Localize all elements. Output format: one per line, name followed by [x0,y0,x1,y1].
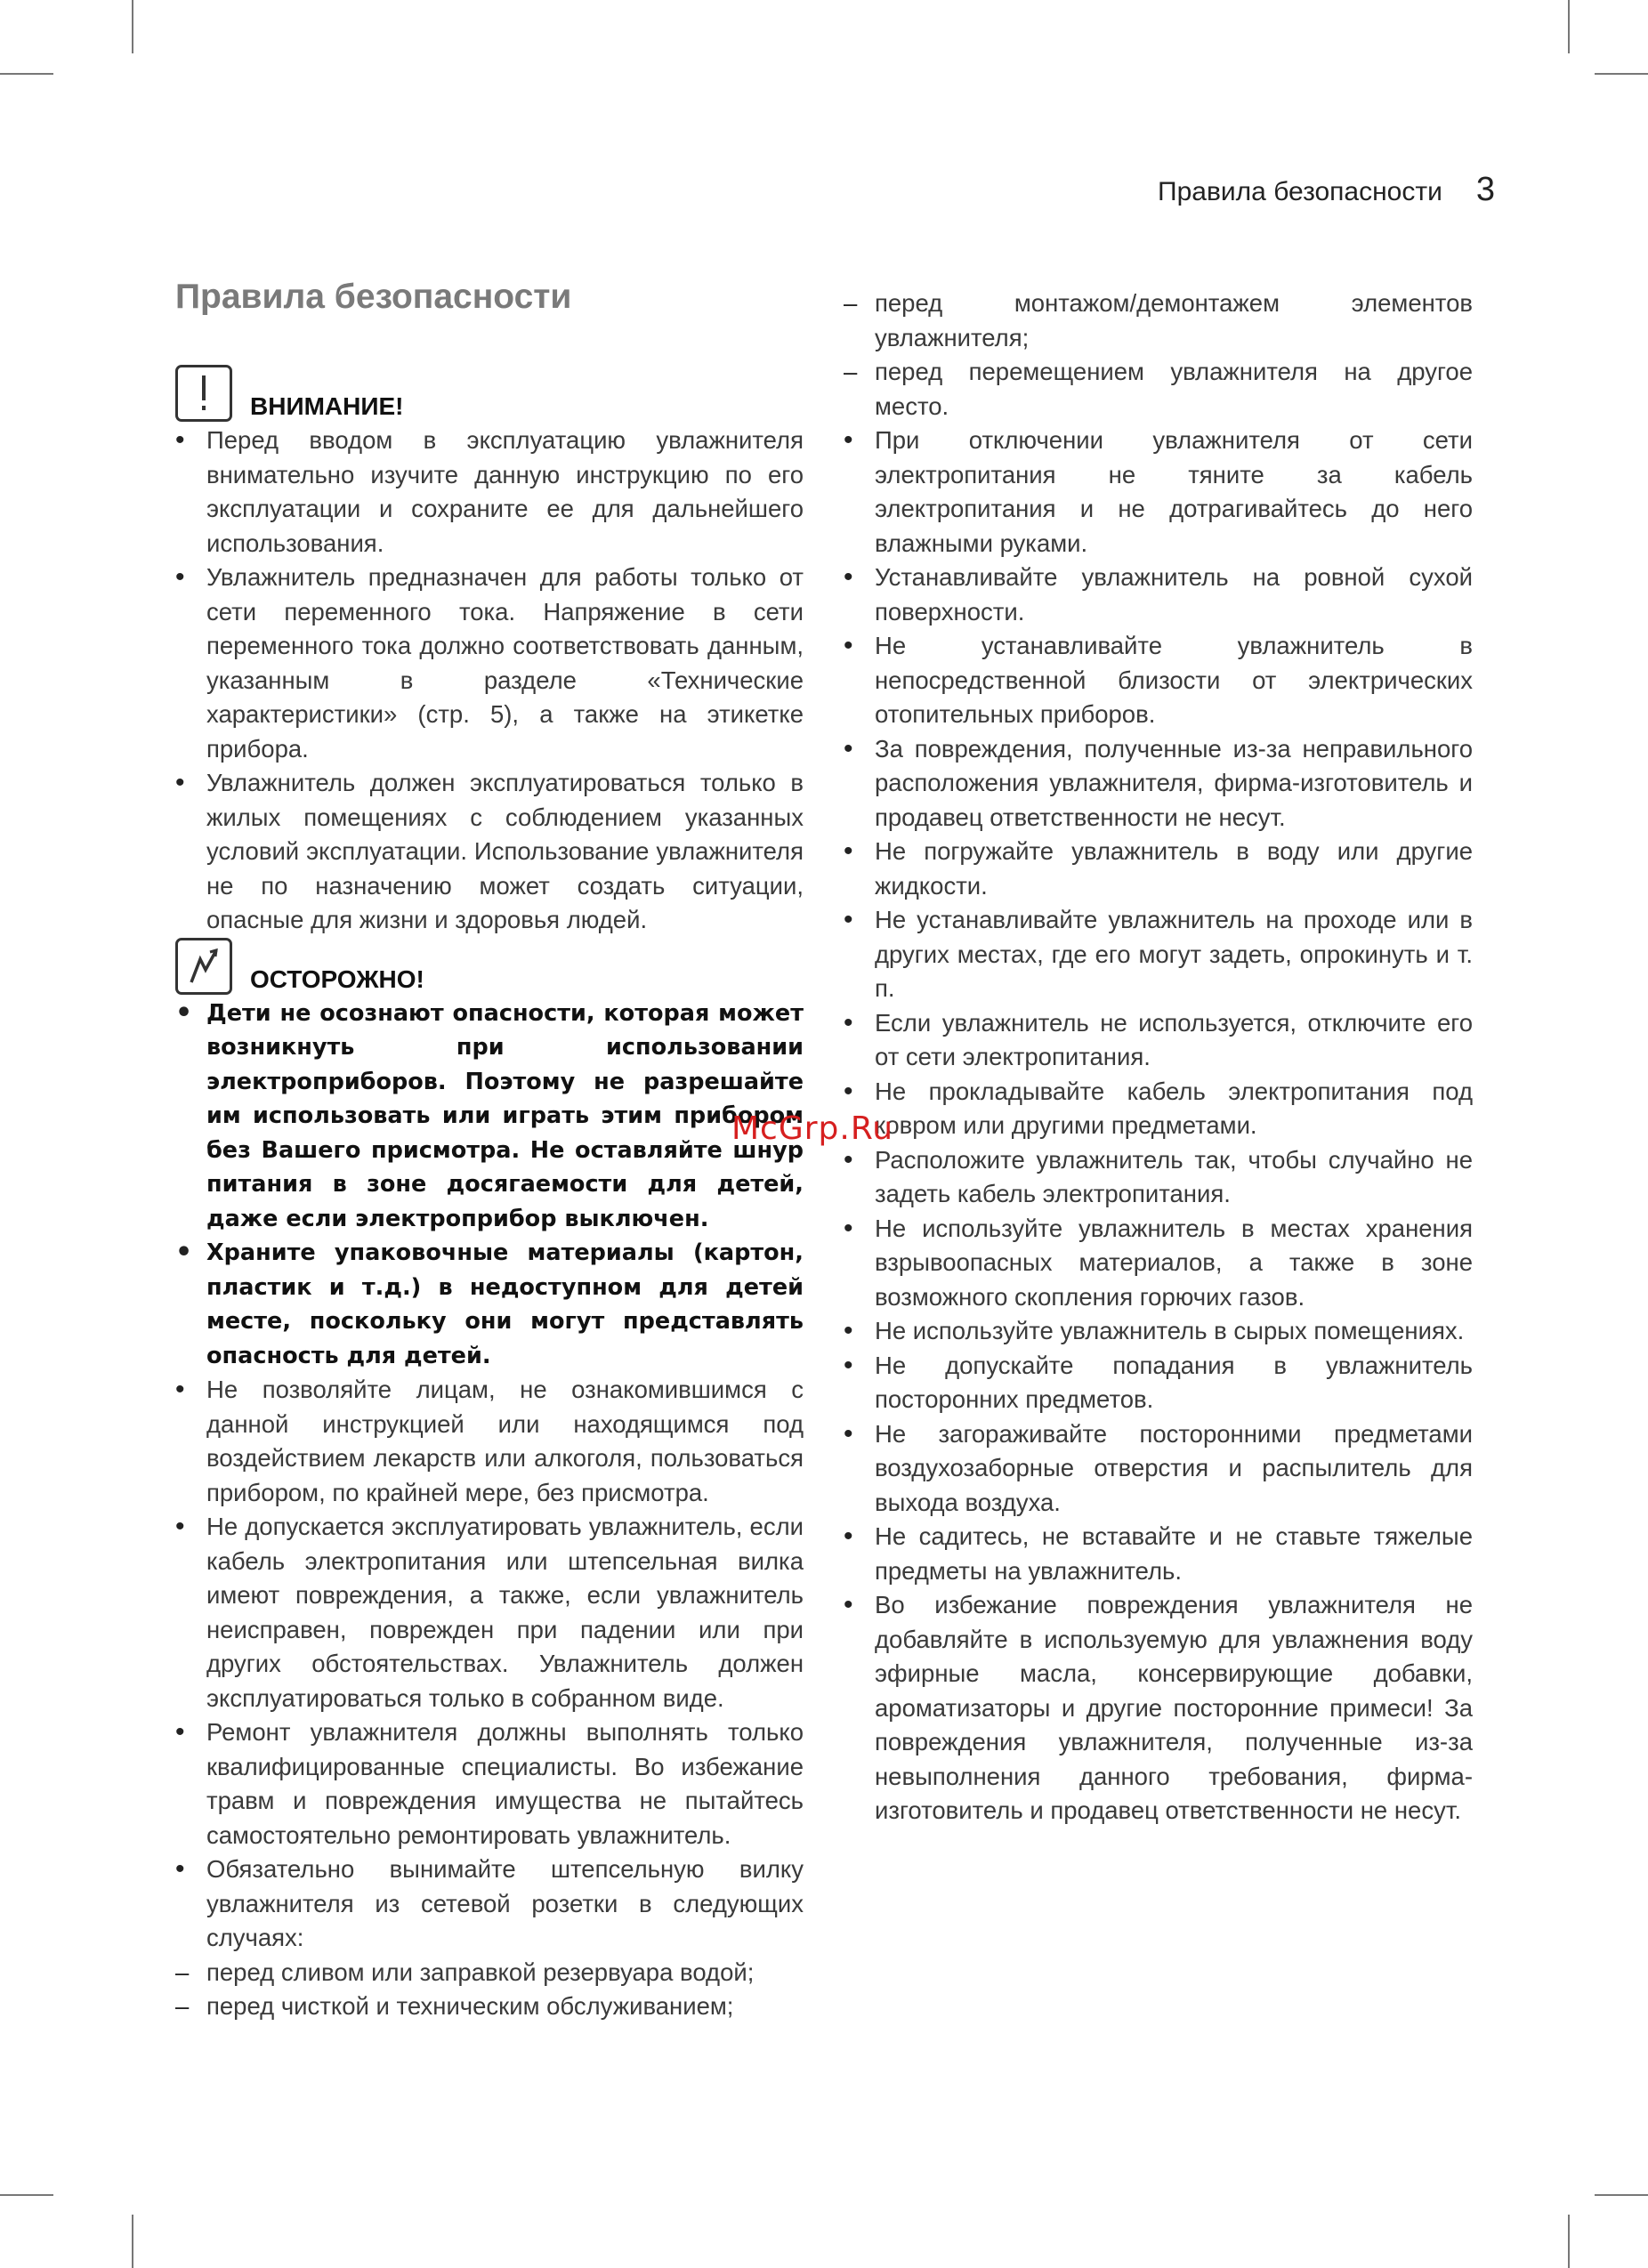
caution-bold-list [175,997,804,1374]
list-item: – перед сливом или заправкой резервуара водой; [175,1956,804,1990]
list-item: • Не позволяйте лицам, не ознакомившимся с данной инструкцией или находящимся под воздействием лекарств или алкоголя, пользоваться прибором, по крайней мере, без присмотра. [175,1373,804,1510]
warning-list [175,424,804,938]
list-item: • Перед вводом в эксплуатацию увлажнителя внимательно изучите данную инструкцию по его эксплуатации и сохраните ее для дальнейшего использования. [175,424,804,561]
crop-mark [0,73,53,75]
watermark: McGrp.Ru [731,1110,894,1147]
list-item: • Не используйте увлажнитель в сырых помещениях. [844,1314,1473,1349]
crop-mark [132,2215,133,2268]
lightning-icon [175,938,232,995]
caution-list [175,1373,804,2024]
list-item: • Увлажнитель предназначен для работы только от сети переменного тока. Напряжение в сети переменного тока должно соответствовать данным, указанным в разделе «Технические характеристики» (стр. 5), а также на этикетке прибора. [175,561,804,766]
list-item: • Не устанавливайте увлажнитель на проходе или в других местах, где его могут задеть, опрокинуть и т. п. [844,903,1473,1006]
list-item: • Увлажнитель должен эксплуатироваться только в жилых помещениях с соблюдением указанных условий эксплуатации. Использование увлажнителя не по назначению может создать ситуации, опасные для жизни и здоровья людей. [175,766,804,938]
right-list [844,287,1473,1828]
list-item: • Во избежание повреждения увлажнителя не добавляйте в используемую для увлажнения воду эфирные масла, консервирующие добавки, ароматизаторы и другие посторонние примеси! За повреждения увлажнителя, полученные из-за невыполнения данного требования, фирма-изготовитель и продавец ответственности не несут. [844,1588,1473,1828]
list-item: • Обязательно вынимайте штепсельную вилку увлажнителя из сетевой розетки в следующих случаях: [175,1852,804,1956]
list-item: • Не садитесь, не вставайте и не ставьте тяжелые предметы на увлажнитель. [844,1520,1473,1588]
crop-mark [1568,2215,1570,2268]
left-column [175,276,804,2024]
list-item: • Не используйте увлажнитель в местах хранения взрывоопасных материалов, а также в зоне возможного скопления горючих газов. [844,1212,1473,1315]
crop-mark [132,0,133,53]
list-item: • Не допускайте попадания в увлажнитель посторонних предметов. [844,1349,1473,1417]
crop-mark [0,2194,53,2196]
list-item: • Не устанавливайте увлажнитель в непосредственной близости от электрических отопительных приборов. [844,629,1473,732]
list-item: – перед перемещением увлажнителя на другое место. [844,355,1473,424]
warning-label: ВНИМАНИЕ! [250,392,404,420]
crop-mark [1595,2194,1648,2196]
crop-mark [1568,0,1570,53]
list-item: • Не прокладывайте кабель электропитания под ковром или другими предметами. [844,1075,1473,1143]
list-item: – перед чисткой и техническим обслуживанием; [175,1990,804,2024]
list-item: • Если увлажнитель не используется, отключите его от сети электропитания. [844,1006,1473,1075]
list-item: • Храните упаковочные материалы (картон, пластик и т.д.) в недоступном для детей месте, поскольку они могут представлять опасность для детей. [175,1236,804,1373]
list-item: • Ремонт увлажнителя должны выполнять только квалифицированные специалисты. Во избежание травм и повреждения имущества не пытайтесь самостоятельно ремонтировать увлажнитель. [175,1715,804,1852]
crop-mark [1595,73,1648,75]
list-item: • Устанавливайте увлажнитель на ровной сухой поверхности. [844,561,1473,629]
list-item: – перед монтажом/демонтажем элементов увлажнителя; [844,287,1473,355]
list-item: • Не погружайте увлажнитель в воду или другие жидкости. [844,835,1473,903]
page-number: 3 [1475,171,1495,208]
warning-notice [175,365,804,422]
exclamation-icon [175,365,232,422]
caution-label: ОСТОРОЖНО! [250,965,424,993]
caution-notice [175,938,804,995]
list-item: • За повреждения, полученные из-за неправильного расположения увлажнителя, фирма-изготовитель и продавец ответственности не несут. [844,732,1473,835]
running-header [1158,171,1495,209]
running-title: Правила безопасности [1158,177,1442,206]
section-title: Правила безопасности [175,278,572,316]
right-column [844,287,1473,1828]
list-item: • При отключении увлажнителя от сети электропитания не тяните за кабель электропитания и не дотрагивайтесь до него влажными руками. [844,424,1473,561]
list-item: • Не допускается эксплуатировать увлажнитель, если кабель электропитания или штепсельная вилка имеют повреждения, а также, если увлажнитель неисправен, поврежден при падении или при других обстоятельствах. Увлажнитель должен эксплуатироваться только в собранном виде. [175,1510,804,1715]
list-item: • Дети не осознают опасности, которая может возникнуть при использовании электроприборов. Поэтому не разрешайте им использовать или играть этим прибором без Вашего присмотра. Не оставляйте шнур питания в зоне досягаемости для детей, даже если электроприбор выключен. [175,997,804,1237]
list-item: • Не загораживайте посторонними предметами воздухозаборные отверстия и распылитель для выхода воздуха. [844,1417,1473,1521]
list-item: • Расположите увлажнитель так, чтобы случайно не задеть кабель электропитания. [844,1143,1473,1212]
